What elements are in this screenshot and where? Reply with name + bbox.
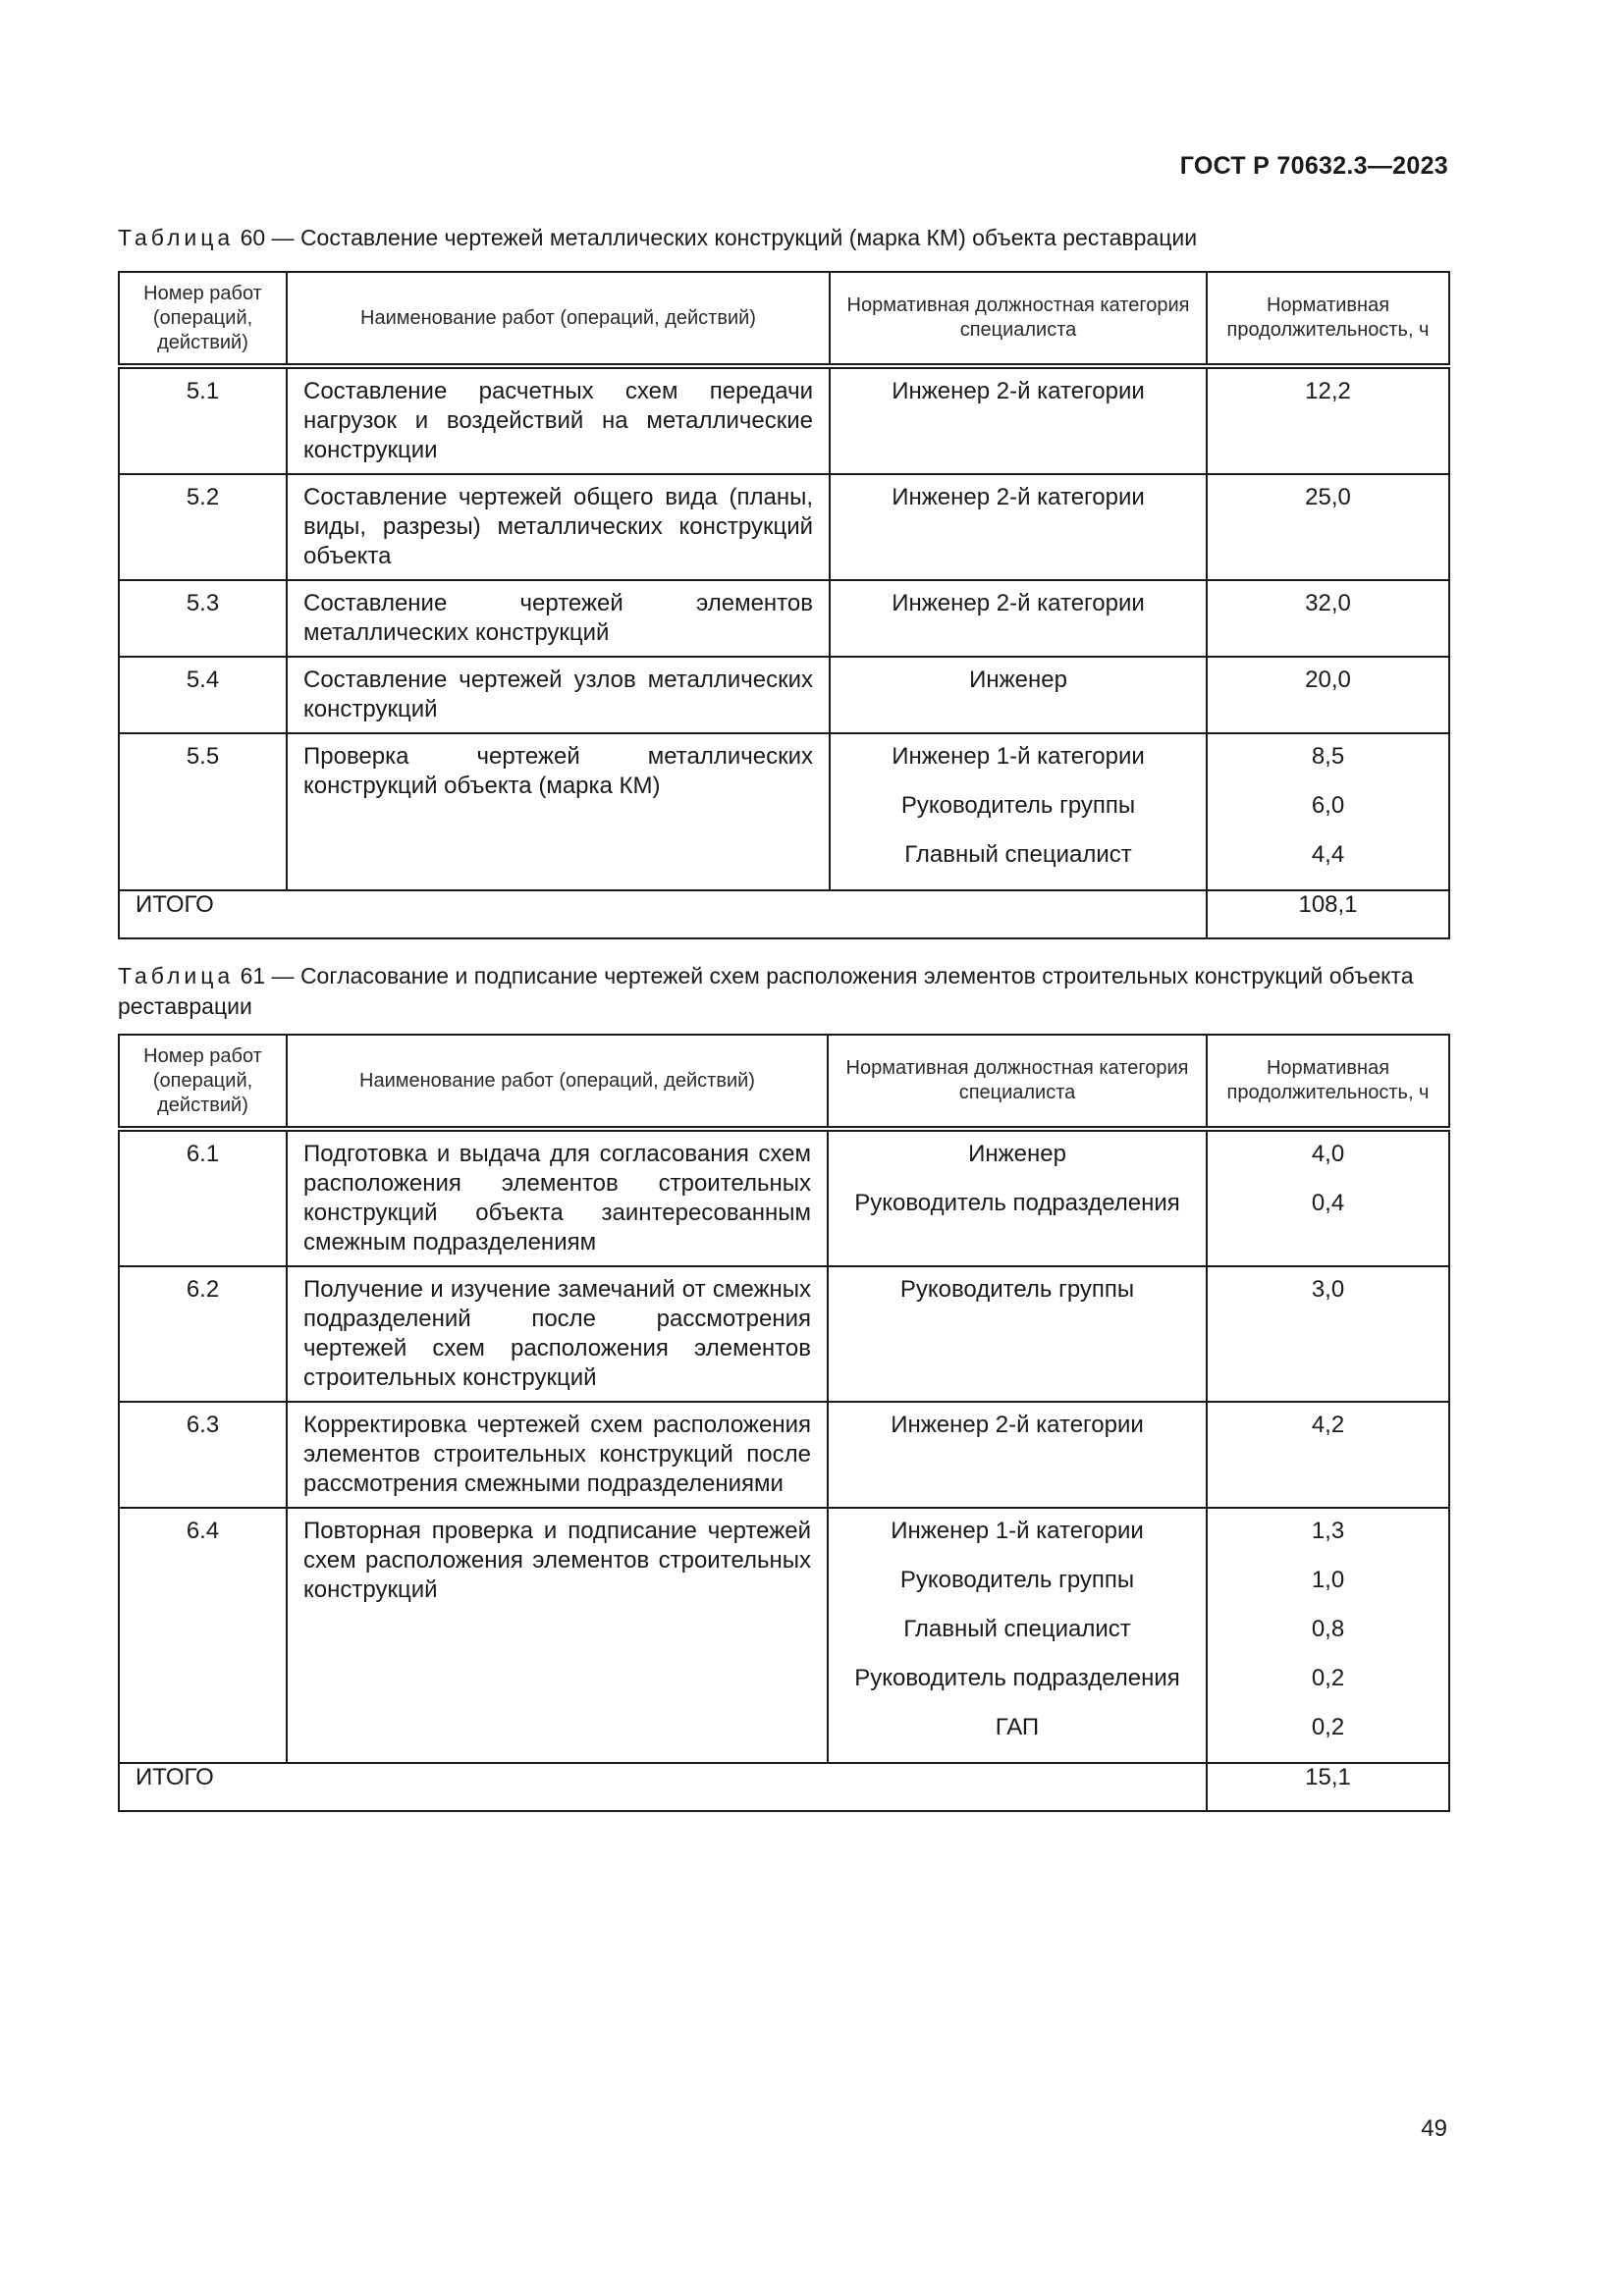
row-number: 5.5	[119, 733, 287, 890]
table-row	[119, 1508, 1449, 1763]
specialist-category: Инженер 1-й категории	[892, 743, 1145, 770]
specialist-category-cell	[830, 366, 1207, 474]
table-61	[118, 1034, 1450, 1812]
specialist-category-cell	[828, 1402, 1207, 1508]
specialist-category: Инженер	[968, 1141, 1066, 1167]
column-header-name: Наименование работ (операций, действий)	[287, 272, 830, 366]
specialist-category-cell	[830, 733, 1207, 890]
table-61-caption-text: 61 — Согласование и подписание чертежей схем расположения элементов строительных конструкций объекта реставрации	[118, 963, 1414, 1019]
duration-value: 8,5	[1311, 743, 1345, 770]
column-header-number: Номер работ (операций, действий)	[119, 272, 287, 366]
duration-value: 0,8	[1311, 1616, 1345, 1642]
total-label: ИТОГО	[119, 890, 1207, 938]
duration-value: 0,4	[1311, 1190, 1345, 1216]
specialist-category-cell	[830, 657, 1207, 733]
table-60-body	[119, 366, 1449, 890]
specialist-category: Инженер 2-й категории	[892, 484, 1145, 510]
table-row	[119, 1402, 1449, 1508]
row-number: 5.4	[119, 657, 287, 733]
duration-value: 1,0	[1311, 1567, 1345, 1593]
specialist-category-cell	[830, 580, 1207, 657]
total-label: ИТОГО	[119, 1763, 1207, 1811]
specialist-category: ГАП	[995, 1714, 1040, 1740]
column-header-duration: Нормативная продолжительность, ч	[1207, 1035, 1449, 1129]
duration-value: 25,0	[1305, 484, 1351, 510]
total-row	[119, 1763, 1449, 1811]
duration-cell	[1207, 1508, 1449, 1763]
specialist-category-cell	[830, 474, 1207, 580]
page-number: 49	[1421, 2115, 1447, 2142]
table-row	[119, 1129, 1449, 1266]
table-row	[119, 657, 1449, 733]
duration-cell	[1207, 366, 1449, 474]
duration-value: 4,2	[1311, 1412, 1345, 1438]
table-61-caption	[118, 961, 1448, 1022]
specialist-category: Главный специалист	[904, 841, 1132, 868]
specialist-category: Руководитель подразделения	[854, 1190, 1180, 1216]
column-header-category: Нормативная должностная категория специалиста	[828, 1035, 1207, 1129]
specialist-category: Инженер 2-й категории	[892, 590, 1145, 616]
work-name: Повторная проверка и подписание чертежей схем расположения элементов строительных конструкций	[287, 1508, 828, 1763]
specialist-category: Руководитель группы	[899, 1567, 1135, 1593]
table-row	[119, 580, 1449, 657]
specialist-category: Инженер 2-й категории	[892, 378, 1145, 404]
duration-value: 1,3	[1311, 1518, 1345, 1544]
row-number: 5.3	[119, 580, 287, 657]
duration-value: 3,0	[1311, 1276, 1345, 1303]
row-number: 6.1	[119, 1129, 287, 1266]
duration-value: 12,2	[1305, 378, 1351, 404]
specialist-category: Инженер 2-й категории	[891, 1412, 1144, 1438]
table-61-body	[119, 1129, 1449, 1763]
specialist-category: Главный специалист	[903, 1616, 1131, 1642]
row-number: 6.2	[119, 1266, 287, 1402]
specialist-category: Руководитель группы	[900, 792, 1136, 819]
table-row	[119, 366, 1449, 474]
duration-value: 0,2	[1311, 1714, 1345, 1740]
table-row	[119, 474, 1449, 580]
table-row	[119, 1266, 1449, 1402]
duration-value: 32,0	[1305, 590, 1351, 616]
document-code: ГОСТ Р 70632.3—2023	[1179, 152, 1448, 180]
duration-cell	[1207, 580, 1449, 657]
specialist-category-cell	[828, 1508, 1207, 1763]
row-number: 5.1	[119, 366, 287, 474]
duration-value: 0,2	[1311, 1665, 1345, 1691]
duration-cell	[1207, 657, 1449, 733]
duration-cell	[1207, 1266, 1449, 1402]
table-row	[119, 733, 1449, 890]
work-name: Проверка чертежей металлических конструкций объекта (марка КМ)	[287, 733, 830, 890]
duration-value: 6,0	[1311, 792, 1345, 819]
column-header-name: Наименование работ (операций, действий)	[287, 1035, 828, 1129]
duration-cell	[1207, 1129, 1449, 1266]
work-name: Подготовка и выдача для согласования схем расположения элементов строительных конструкций объекта заинтересованным смежным подразделениям	[287, 1129, 828, 1266]
specialist-category: Руководитель подразделения	[854, 1665, 1180, 1691]
column-header-duration: Нормативная продолжительность, ч	[1207, 272, 1449, 366]
duration-value: 4,4	[1311, 841, 1345, 868]
specialist-category-cell	[828, 1266, 1207, 1402]
total-row	[119, 890, 1449, 938]
work-name: Корректировка чертежей схем расположения элементов строительных конструкций после рассмотрения смежными подразделениями	[287, 1402, 828, 1508]
work-name: Получение и изучение замечаний от смежных подразделений после рассмотрения чертежей схем расположения элементов строительных конструкций	[287, 1266, 828, 1402]
duration-value: 4,0	[1311, 1141, 1345, 1167]
work-name: Составление расчетных схем передачи нагрузок и воздействий на металлические конструкции	[287, 366, 830, 474]
duration-cell	[1207, 1402, 1449, 1508]
work-name: Составление чертежей общего вида (планы, виды, разрезы) металлических конструкций объекта	[287, 474, 830, 580]
specialist-category: Инженер	[969, 667, 1067, 693]
table-60-caption	[118, 223, 1448, 253]
duration-value: 20,0	[1305, 667, 1351, 693]
specialist-category: Руководитель группы	[899, 1276, 1135, 1303]
specialist-category-cell	[828, 1129, 1207, 1266]
duration-cell	[1207, 733, 1449, 890]
row-number: 6.4	[119, 1508, 287, 1763]
table-60	[118, 271, 1450, 939]
column-header-number: Номер работ (операций, действий)	[119, 1035, 287, 1129]
row-number: 6.3	[119, 1402, 287, 1508]
work-name: Составление чертежей узлов металлических конструкций	[287, 657, 830, 733]
column-header-category: Нормативная должностная категория специалиста	[830, 272, 1207, 366]
table-60-caption-word: Таблица	[118, 225, 235, 250]
total-value: 15,1	[1207, 1763, 1449, 1811]
row-number: 5.2	[119, 474, 287, 580]
work-name: Составление чертежей элементов металлических конструкций	[287, 580, 830, 657]
specialist-category: Инженер 1-й категории	[891, 1518, 1144, 1544]
table-60-caption-text: 60 — Составление чертежей металлических конструкций (марка КМ) объекта реставрации	[234, 225, 1198, 250]
total-value: 108,1	[1207, 890, 1449, 938]
duration-cell	[1207, 474, 1449, 580]
table-61-caption-word: Таблица	[118, 963, 235, 988]
